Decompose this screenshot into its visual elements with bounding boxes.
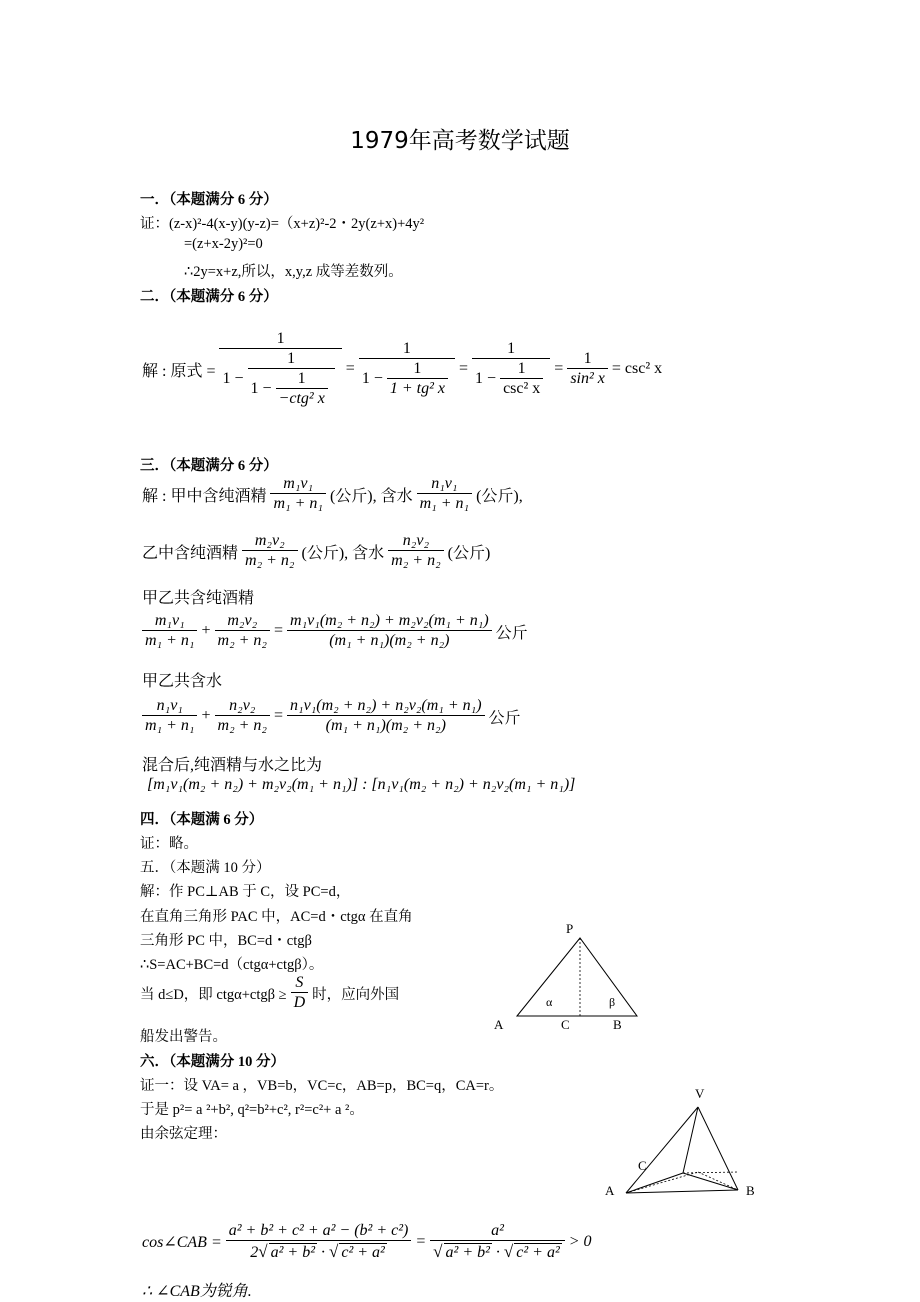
section-5-line-3: 三角形 PC 中，BC=d・ctgβ [140,933,312,949]
triangle-pab-figure [480,915,660,1040]
section-3-line-3: 甲乙共含纯酒精 [142,590,255,607]
alc-frac-2: $\frac{\text{m₂v₂}}{\text{m₂ + n₂}}$ [242,532,297,570]
label-b: B [746,1183,755,1198]
section-3-line-2: 乙中含纯酒精 $\frac{\text{m₂v₂}}{\text{m₂ + n₂}}$ (公斤), 含水 $\frac{\text{n₂v₂}}{\text{m₂ + n₂}}$ (公斤) [142,532,491,569]
section-2-equation: 解 : 原式 = 1 1 − 1 1 − $\frac{1}{\text{−ctg² x}}$ = 1 1 − $\frac{1}{\text{1 + tg² x}}$ = 1 1 − $\frac{1}{\text{csc² x}}$ = $\frac{1}{\text{sin² x}}$ = csc² x [142,330,663,407]
section-4-line-1: 证：略。 [140,836,198,852]
section-3-line-7: 混合后,纯酒精与水之比为 [142,757,323,774]
section-1-heading: 一．（本题满分 6 分） [140,192,278,208]
water-frac-2: $\frac{\text{n₂v₂}}{\text{m₂ + n₂}}$ [388,532,443,570]
cosine-fraction-1: $\frac{\text{a² + b² + c² + a² − (b² + c²)}}{\text{2√ a² + b² · √ c² + a²}}$ [226,1222,412,1262]
label-v: V [695,1086,705,1101]
label-b: B [613,1017,622,1032]
page-title: 1979年高考数学试题 [350,128,570,154]
section-5-line-4: ∴S=AC+BC=d（ctgα+ctgβ）。 [140,957,324,973]
cont-fraction-2: 1 1 − $\frac{1}{\text{1 + tg² x}}$ [359,340,455,398]
label-c: C [638,1158,647,1173]
cosine-equation: cos∠CAB = $\frac{\text{a² + b² + c² + a² − (b² + c²)}}{\text{2√ a² + b² · √ c² + a²}}$ = $\frac{\text{a²}}{\text{√ a² + b² · √ c² + a²}}$ > 0 [142,1222,592,1261]
section-3-alcohol-sum: $\frac{\text{m₁v₁}}{\text{m₁ + n₁}}$ + $\frac{\text{m₂v₂}}{\text{m₂ + n₂}}$ = $\frac{\text{m₁v₁(m₂ + n₂) + m₂v₂(m₁ + n₁)}}{\text{(m₁ + n₁)(m₂ + n₂)}}$ 公斤 [142,612,532,650]
edge-vb [698,1107,738,1190]
section-5-line-1: 解：作 PC⊥AB 于 C，设 PC=d， [140,884,351,900]
section-5-line-6: 船发出警告。 [140,1029,227,1045]
alc-frac-1: $\frac{\text{m₁v₁}}{\text{m₁ + n₁}}$ [270,475,325,513]
tetrahedron-figure [598,1080,773,1205]
label-p: P [566,921,574,936]
section-3-water-sum: $\frac{\text{n₁v₁}}{\text{m₁ + n₁}}$ + $\frac{\text{n₂v₂}}{\text{m₂ + n₂}}$ = $\frac{\text{n₁v₁(m₂ + n₂) + n₂v₂(m₁ + n₁)}}{\text{(m₁ + n₁)(m₂ + n₂)}}$ 公斤 [142,697,525,735]
cont-fraction-1: 1 1 − 1 1 − $\frac{1}{\text{−ctg² x}}$ [219,330,341,408]
section-1-line-1: 证：(z-x)²-4(x-y)(y-z)=（x+z)²-2・2y(z+x)+4y² [140,216,425,232]
section-5-line-2: 在直角三角形 PAC 中，AC=d・ctgα 在直角 [140,909,413,925]
section-1-line-3: ∴2y=x+z,所以，x,y,z 成等差数列。 [184,264,403,280]
label-c: C [561,1017,570,1032]
hidden-edge-1 [626,1172,698,1193]
section-6-heading: 六．（本题满分 10 分） [140,1054,285,1070]
edge-vc [683,1107,698,1173]
section-3-line-5: 甲乙共含水 [142,673,223,690]
section-4-heading: 四．（本题满 6 分） [140,812,264,828]
section-2-heading: 二．（本题满分 6 分） [140,289,278,305]
label-alpha: α [546,995,553,1009]
section-3-ratio: [m₁v₁(m₂ + n₂) + m₂v₂(m₁ + n₁)] : [n₁v₁(m₂ + n₂) + n₂v₂(m₁ + n₁)] [147,776,576,793]
cont-fraction-3: 1 1 − $\frac{1}{\text{csc² x}}$ [472,340,550,398]
section-5-line-5: 当 d≤D，即 ctgα+ctgβ ≥ $\frac{S}{D}$ 时，应向外国 [140,974,400,1011]
section-6-line-3: 由余弦定理： [140,1126,227,1142]
hidden-edge-2 [698,1172,738,1190]
s-over-d-fraction: $\frac{S}{D}$ [291,974,309,1012]
edge-cb [683,1173,738,1190]
section-5-heading: 五．（本题满 10 分） [140,860,271,876]
section-6-line-1: 证一：设 VA= a ，VB=b，VC=c，AB=p，BC=q，CA=r。 [140,1078,504,1094]
cosine-fraction-2: $\frac{\text{a²}}{\text{√ a² + b² · √ c² + a²}}$ [430,1222,565,1262]
label-a: A [494,1017,504,1032]
sin-fraction: $\frac{1}{\text{sin² x}}$ [567,350,608,388]
triangle-outline [517,938,637,1016]
eq2-result: = csc² x [611,360,663,377]
section-3-line-1: 解 : 甲中含纯酒精 $\frac{\text{m₁v₁}}{\text{m₁ + n₁}}$ (公斤), 含水 $\frac{\text{n₁v₁}}{\text{m₁ + n₁}}$ (公斤), [142,475,523,512]
section-1-line-2: =(z+x-2y)²=0 [184,236,263,252]
label-beta: β [609,995,616,1009]
section-6-line-2: 于是 p²= a ²+b², q²=b²+c², r²=c²+ a ²。 [140,1102,364,1118]
section-6-conclusion: ∴ ∠CAB为锐角. [142,1283,252,1300]
section-3-heading: 三．（本题满分 6 分） [140,458,278,474]
label-a: A [605,1183,615,1198]
edge-ab [626,1190,738,1193]
water-frac-1: $\frac{\text{n₁v₁}}{\text{m₁ + n₁}}$ [417,475,472,513]
eq2-prefix: 解 : 原式 = [142,362,216,380]
